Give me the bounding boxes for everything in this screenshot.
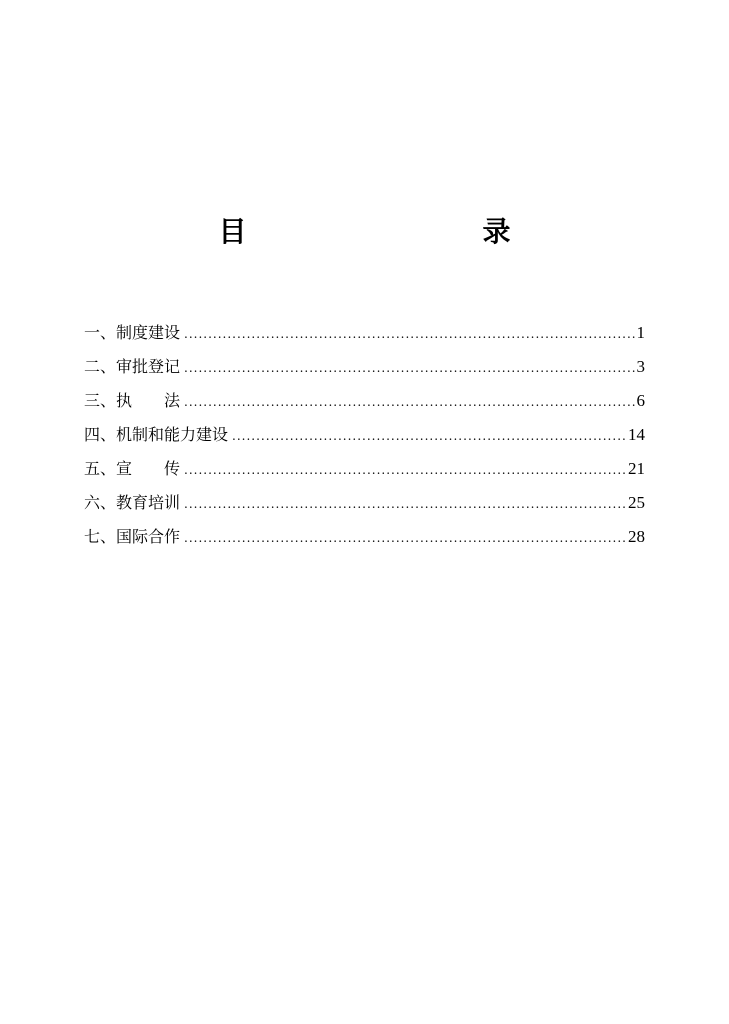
toc-dot-leader [232,419,626,453]
toc-entry-label: 审批登记 [116,357,181,376]
toc-entry-label: 教育培训 [116,493,181,512]
toc-entry-page: 14 [628,425,645,444]
toc-entry-label: 宣 传 [116,459,181,478]
toc-entry-label: 执 法 [116,391,181,410]
toc-dot-leader [184,487,626,521]
toc-entry-number: 七、 [84,527,117,546]
toc-entry-page: 6 [636,391,645,410]
toc-entry-label: 制度建设 [116,323,181,342]
toc-entry-7[interactable] [84,520,645,554]
toc-entry-1[interactable] [84,316,645,350]
toc-entry-3[interactable] [84,384,645,418]
toc-entry-page: 25 [628,493,645,512]
toc-list [84,316,645,554]
toc-title: 目 录 [218,215,571,248]
toc-entry-6[interactable] [84,486,645,520]
toc-entry-number: 二、 [84,357,117,376]
toc-dot-leader [184,521,626,555]
toc-entry-number: 一、 [84,323,117,342]
toc-dot-leader [184,385,634,419]
toc-entry-number: 五、 [84,459,117,478]
toc-entry-label: 国际合作 [116,527,181,546]
toc-entry-page: 3 [636,357,645,376]
toc-entry-page: 21 [628,459,645,478]
toc-dot-leader [184,351,634,385]
toc-entry-4[interactable] [84,418,645,452]
toc-entry-page: 1 [636,323,645,342]
toc-dot-leader [184,453,626,487]
toc-entry-5[interactable] [84,452,645,486]
toc-entry-2[interactable] [84,350,645,384]
toc-dot-leader [184,317,634,351]
toc-entry-number: 四、 [84,425,117,444]
toc-entry-number: 六、 [84,493,117,512]
toc-entry-page: 28 [628,527,645,546]
toc-entry-number: 三、 [84,391,117,410]
toc-entry-label: 机制和能力建设 [116,425,229,444]
